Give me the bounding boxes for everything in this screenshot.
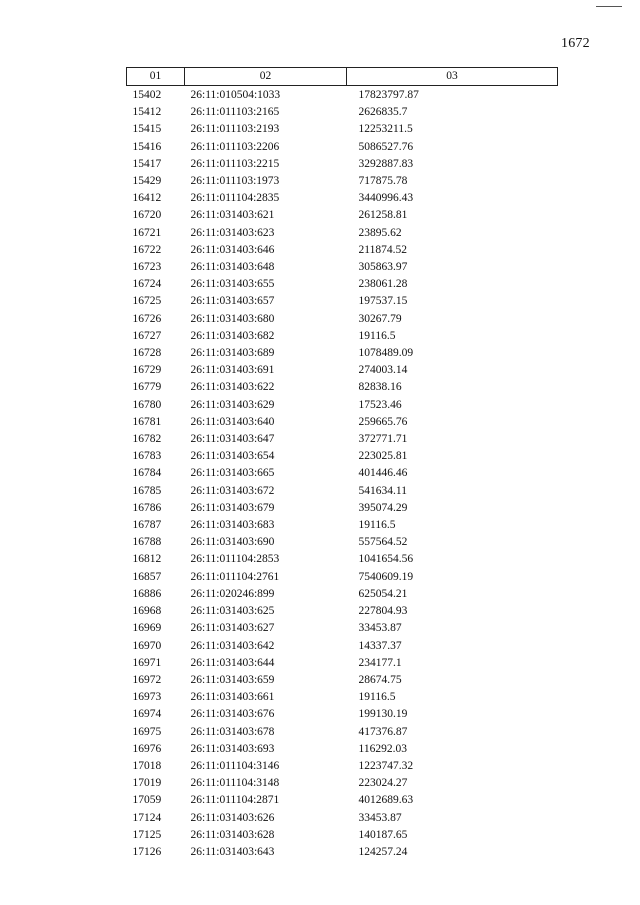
cadastral-number: 26:11:031403:682: [190, 329, 275, 342]
table-row: [127, 638, 558, 655]
cadastral-value: 14337.37: [358, 639, 402, 652]
cadastral-value: 223025.81: [358, 450, 408, 463]
table-row: [127, 827, 558, 844]
cadastral-value: 401446.46: [358, 467, 408, 480]
cadastral-number: 26:11:011104:3146: [190, 759, 280, 772]
cadastral-value: 305863.97: [358, 261, 408, 274]
table-row: [127, 104, 558, 121]
row-id: 16783: [132, 450, 162, 463]
cadastral-value: 717875.78: [358, 175, 408, 188]
table-row: [127, 311, 558, 328]
table-row: [127, 775, 558, 792]
cadastral-number: 26:11:031403:661: [190, 691, 275, 704]
cadastral-value: 223024.27: [358, 777, 408, 790]
cadastral-number: 26:11:011103:2215: [190, 157, 280, 170]
row-id: 16976: [132, 742, 162, 755]
cadastral-value: 417376.87: [358, 725, 408, 738]
table-row: [127, 792, 558, 809]
cadastral-value: 33453.87: [358, 811, 402, 824]
table-row: [127, 139, 558, 156]
cadastral-number: 26:11:031403:689: [190, 347, 275, 360]
cadastral-value: 261258.81: [358, 209, 408, 222]
table-row: [127, 810, 558, 827]
cadastral-number: 26:11:031403:628: [190, 828, 275, 841]
cadastral-number: 26:11:031403:625: [190, 605, 275, 618]
cadastral-value: 19116.5: [358, 691, 396, 704]
row-id: 16720: [132, 209, 162, 222]
table-row: [127, 741, 558, 758]
table-row: [127, 121, 558, 138]
row-id: 16724: [132, 278, 162, 291]
table-row: [127, 500, 558, 517]
cadastral-value: 625054.21: [358, 587, 408, 600]
cadastral-value: 30267.79: [358, 312, 402, 325]
row-id: 16723: [132, 261, 162, 274]
row-id: 16728: [132, 347, 162, 360]
table-row: [127, 534, 558, 551]
cadastral-number: 26:11:010504:1033: [190, 89, 281, 101]
cadastral-value: 7540609.19: [358, 570, 414, 583]
column-header-01: 01: [127, 68, 185, 86]
cadastral-value: 274003.14: [358, 364, 408, 377]
cadastral-value: 197537.15: [358, 295, 408, 308]
cadastral-value: 19116.5: [358, 329, 396, 342]
row-id: 16968: [132, 605, 162, 618]
table-row: [127, 293, 558, 310]
cadastral-number: 26:11:031403:646: [190, 243, 275, 256]
row-id: 15429: [132, 175, 162, 188]
cadastral-number: 26:11:031403:640: [190, 415, 275, 428]
row-id: 16784: [132, 467, 162, 480]
cadastral-value: 82838.16: [358, 381, 402, 394]
cadastral-value: 1223747.32: [358, 759, 414, 772]
column-header-03: 03: [347, 68, 558, 86]
table-row: [127, 758, 558, 775]
cadastral-number: 26:11:031403:643: [190, 845, 275, 858]
cadastral-number: 26:11:031403:622: [190, 381, 275, 394]
top-edge-rule: [596, 6, 622, 7]
cadastral-number: 26:11:011104:3148: [190, 777, 280, 790]
cadastral-value: 372771.71: [358, 433, 408, 446]
table-header-row: [127, 68, 558, 86]
row-id: 17019: [132, 777, 162, 790]
table-body: [127, 86, 558, 862]
row-id: 16729: [132, 364, 162, 377]
table-row: [127, 414, 558, 431]
table-row: [127, 517, 558, 534]
cadastral-number: 26:11:011103:1973: [190, 175, 280, 188]
cadastral-value: 33453.87: [358, 622, 402, 635]
table-row: [127, 448, 558, 465]
row-id: 16857: [132, 570, 162, 583]
table-row: [127, 156, 558, 173]
cadastral-number: 26:11:011104:2835: [190, 192, 280, 205]
row-id: 16970: [132, 639, 162, 652]
cadastral-number: 26:11:031403:693: [190, 742, 275, 755]
table-row: [127, 431, 558, 448]
table-row: [127, 569, 558, 586]
table-row: [127, 173, 558, 190]
cadastral-number: 26:11:011103:2193: [190, 123, 280, 136]
cadastral-value: 4012689.63: [358, 794, 414, 807]
row-id: 16785: [132, 484, 162, 497]
table-row: [127, 586, 558, 603]
cadastral-number: 26:11:031403:678: [190, 725, 275, 738]
cadastral-number: 26:11:031403:690: [190, 536, 275, 549]
table-row: [127, 551, 558, 568]
cadastral-number: 26:11:011103:2206: [190, 140, 280, 153]
cadastral-value: 5086527.76: [358, 140, 414, 153]
table-row: [127, 362, 558, 379]
table-row: [127, 689, 558, 706]
table-row: [127, 379, 558, 396]
table-row: [127, 242, 558, 259]
cadastral-value: 395074.29: [358, 501, 408, 514]
cadastral-number: 26:11:011104:2853: [190, 553, 280, 566]
cadastral-value: 1041654.56: [358, 553, 414, 566]
row-id: 16722: [132, 243, 162, 256]
row-id: 16786: [132, 501, 162, 514]
cadastral-number: 26:11:031403:679: [190, 501, 275, 514]
cadastral-number: 26:11:031403:648: [190, 261, 275, 274]
row-id: 16969: [132, 622, 162, 635]
row-id: 16721: [132, 226, 162, 239]
table-row: [127, 190, 558, 207]
cadastral-number: 26:11:011103:2165: [190, 106, 280, 119]
table-row: [127, 397, 558, 414]
cadastral-value: 3292887.83: [358, 157, 414, 170]
row-id: 16726: [132, 312, 162, 325]
table-row: [127, 328, 558, 345]
row-id: 16781: [132, 415, 162, 428]
row-id: 15416: [132, 140, 162, 153]
cadastral-number: 26:11:031403:642: [190, 639, 275, 652]
cadastral-value: 227804.93: [358, 605, 408, 618]
cadastral-value: 2626835.7: [358, 106, 408, 119]
row-id: 16782: [132, 433, 162, 446]
row-id: 15415: [132, 123, 162, 136]
table-row: [127, 86, 558, 105]
row-id: 16812: [132, 553, 162, 566]
table-row: [127, 603, 558, 620]
row-id: 16787: [132, 519, 162, 532]
table-row: [127, 345, 558, 362]
row-id: 16971: [132, 656, 162, 669]
cadastral-number: 26:11:011104:2871: [190, 794, 280, 807]
table-row: [127, 483, 558, 500]
cadastral-value: 211874.52: [358, 243, 407, 256]
row-id: 16779: [132, 381, 162, 394]
cadastral-number: 26:11:031403:623: [190, 226, 275, 239]
cadastral-value: 116292.03: [358, 742, 407, 755]
cadastral-number: 26:11:031403:621: [190, 209, 275, 222]
cadastral-value: 259665.76: [358, 415, 408, 428]
cadastral-number: 26:11:031403:627: [190, 622, 275, 635]
cadastral-value: 28674.75: [358, 673, 402, 686]
table-row: [127, 465, 558, 482]
table-row: [127, 259, 558, 276]
row-id: 17125: [132, 828, 162, 841]
row-id: 16788: [132, 536, 162, 549]
table-row: [127, 620, 558, 637]
cadastral-value: 1078489.09: [358, 347, 414, 360]
cadastral-value: 238061.28: [358, 278, 408, 291]
cadastral-number: 26:11:031403:691: [190, 364, 275, 377]
row-id: 16725: [132, 295, 162, 308]
cadastral-value: 12253211.5: [358, 123, 413, 136]
cadastral-number: 26:11:031403:647: [190, 433, 275, 446]
cadastral-value-table: [126, 67, 558, 861]
table-row: [127, 655, 558, 672]
cadastral-number: 26:11:031403:629: [190, 398, 275, 411]
table-row: [127, 207, 558, 224]
cadastral-value: 234177.1: [358, 656, 402, 669]
table-row: [127, 225, 558, 242]
row-id: 16974: [132, 708, 162, 721]
cadastral-value: 23895.62: [358, 226, 402, 239]
table-row: [127, 724, 558, 741]
row-id: 16727: [132, 329, 162, 342]
row-id: 16886: [132, 587, 162, 600]
cadastral-number: 26:11:031403:659: [190, 673, 275, 686]
row-id: 15417: [132, 157, 162, 170]
row-id: 16412: [132, 192, 162, 205]
row-id: 17059: [132, 794, 162, 807]
cadastral-number: 26:11:031403:657: [190, 295, 275, 308]
row-id: 15412: [132, 106, 162, 119]
cadastral-number: 26:11:020246:899: [190, 587, 275, 600]
row-id: 17124: [132, 811, 162, 824]
cadastral-number: 26:11:031403:676: [190, 708, 275, 721]
table-row: [127, 672, 558, 689]
cadastral-value: 199130.19: [358, 708, 408, 721]
row-id: 17126: [132, 845, 162, 858]
row-id: 16973: [132, 691, 162, 704]
row-id: 16972: [132, 673, 162, 686]
table-header: [127, 68, 558, 86]
cadastral-number: 26:11:031403:626: [190, 811, 275, 824]
cadastral-value: 19116.5: [358, 519, 396, 532]
table-row: [127, 276, 558, 293]
cadastral-number: 26:11:031403:644: [190, 656, 275, 669]
cadastral-value: 140187.65: [358, 828, 408, 841]
cadastral-number: 26:11:031403:665: [190, 467, 275, 480]
cadastral-number: 26:11:031403:654: [190, 450, 275, 463]
row-id: 16975: [132, 725, 162, 738]
table-row: [127, 844, 558, 861]
cadastral-value: 17523.46: [358, 398, 402, 411]
cadastral-number: 26:11:031403:672: [190, 484, 275, 497]
cadastral-number: 26:11:031403:683: [190, 519, 275, 532]
cadastral-value: 541634.11: [358, 484, 407, 497]
column-header-02: 02: [185, 68, 347, 86]
cadastral-value: 124257.24: [358, 845, 408, 858]
row-id: 16780: [132, 398, 162, 411]
cadastral-value: 17823797.87: [358, 89, 419, 101]
page-number: 1672: [561, 36, 590, 51]
cadastral-number: 26:11:011104:2761: [190, 570, 280, 583]
cadastral-number: 26:11:031403:680: [190, 312, 275, 325]
cadastral-value: 3440996.43: [358, 192, 414, 205]
cadastral-value: 557564.52: [358, 536, 408, 549]
row-id: 15402: [132, 89, 162, 101]
table-row: [127, 706, 558, 723]
cadastral-number: 26:11:031403:655: [190, 278, 275, 291]
row-id: 17018: [132, 759, 162, 772]
